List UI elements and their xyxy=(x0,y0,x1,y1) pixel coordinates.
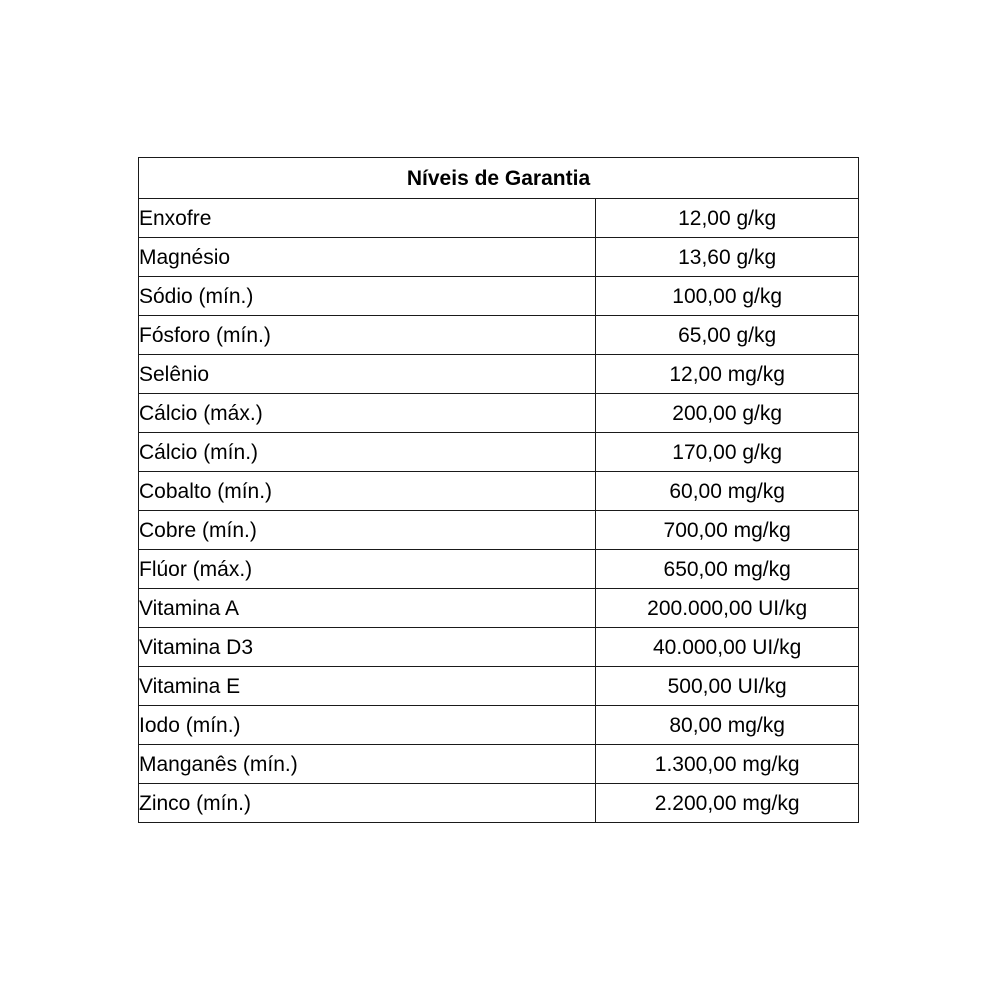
table-row xyxy=(139,433,859,472)
guarantee-levels-table xyxy=(138,157,859,823)
table-row xyxy=(139,706,859,745)
table-row xyxy=(139,277,859,316)
table-row xyxy=(139,550,859,589)
nutrient-amount: 80,00 mg/kg xyxy=(596,706,859,745)
nutrient-name: Vitamina D3 xyxy=(139,628,596,667)
nutrient-name: Cobalto (mín.) xyxy=(139,472,596,511)
nutrient-amount: 65,00 g/kg xyxy=(596,316,859,355)
nutrient-amount: 40.000,00 UI/kg xyxy=(596,628,859,667)
nutrient-amount: 12,00 g/kg xyxy=(596,199,859,238)
nutrient-amount: 12,00 mg/kg xyxy=(596,355,859,394)
nutrient-amount: 200,00 g/kg xyxy=(596,394,859,433)
nutrient-name: Iodo (mín.) xyxy=(139,706,596,745)
nutrient-name: Flúor (máx.) xyxy=(139,550,596,589)
nutrient-name: Fósforo (mín.) xyxy=(139,316,596,355)
table-row xyxy=(139,355,859,394)
table-row xyxy=(139,589,859,628)
table-row xyxy=(139,784,859,823)
nutrient-amount: 500,00 UI/kg xyxy=(596,667,859,706)
nutrient-amount: 170,00 g/kg xyxy=(596,433,859,472)
nutrient-name: Selênio xyxy=(139,355,596,394)
table-body xyxy=(139,199,859,823)
table-row xyxy=(139,472,859,511)
table-header-row xyxy=(139,158,859,199)
table-row xyxy=(139,667,859,706)
nutrient-name: Enxofre xyxy=(139,199,596,238)
nutrient-amount: 60,00 mg/kg xyxy=(596,472,859,511)
nutrient-amount: 100,00 g/kg xyxy=(596,277,859,316)
nutrient-amount: 650,00 mg/kg xyxy=(596,550,859,589)
table-title: Níveis de Garantia xyxy=(139,158,859,199)
nutrient-name: Zinco (mín.) xyxy=(139,784,596,823)
nutrient-name: Cálcio (máx.) xyxy=(139,394,596,433)
nutrient-amount: 2.200,00 mg/kg xyxy=(596,784,859,823)
nutrient-amount: 200.000,00 UI/kg xyxy=(596,589,859,628)
table-row xyxy=(139,511,859,550)
nutrient-amount: 13,60 g/kg xyxy=(596,238,859,277)
table-row xyxy=(139,745,859,784)
table-row xyxy=(139,628,859,667)
table-row xyxy=(139,238,859,277)
nutrient-name: Manganês (mín.) xyxy=(139,745,596,784)
table-row xyxy=(139,394,859,433)
nutrient-name: Vitamina A xyxy=(139,589,596,628)
nutrient-amount: 700,00 mg/kg xyxy=(596,511,859,550)
nutrient-name: Magnésio xyxy=(139,238,596,277)
nutrient-name: Cobre (mín.) xyxy=(139,511,596,550)
table-row xyxy=(139,199,859,238)
nutrient-name: Cálcio (mín.) xyxy=(139,433,596,472)
nutrient-amount: 1.300,00 mg/kg xyxy=(596,745,859,784)
table-row xyxy=(139,316,859,355)
nutrient-name: Sódio (mín.) xyxy=(139,277,596,316)
nutrient-name: Vitamina E xyxy=(139,667,596,706)
